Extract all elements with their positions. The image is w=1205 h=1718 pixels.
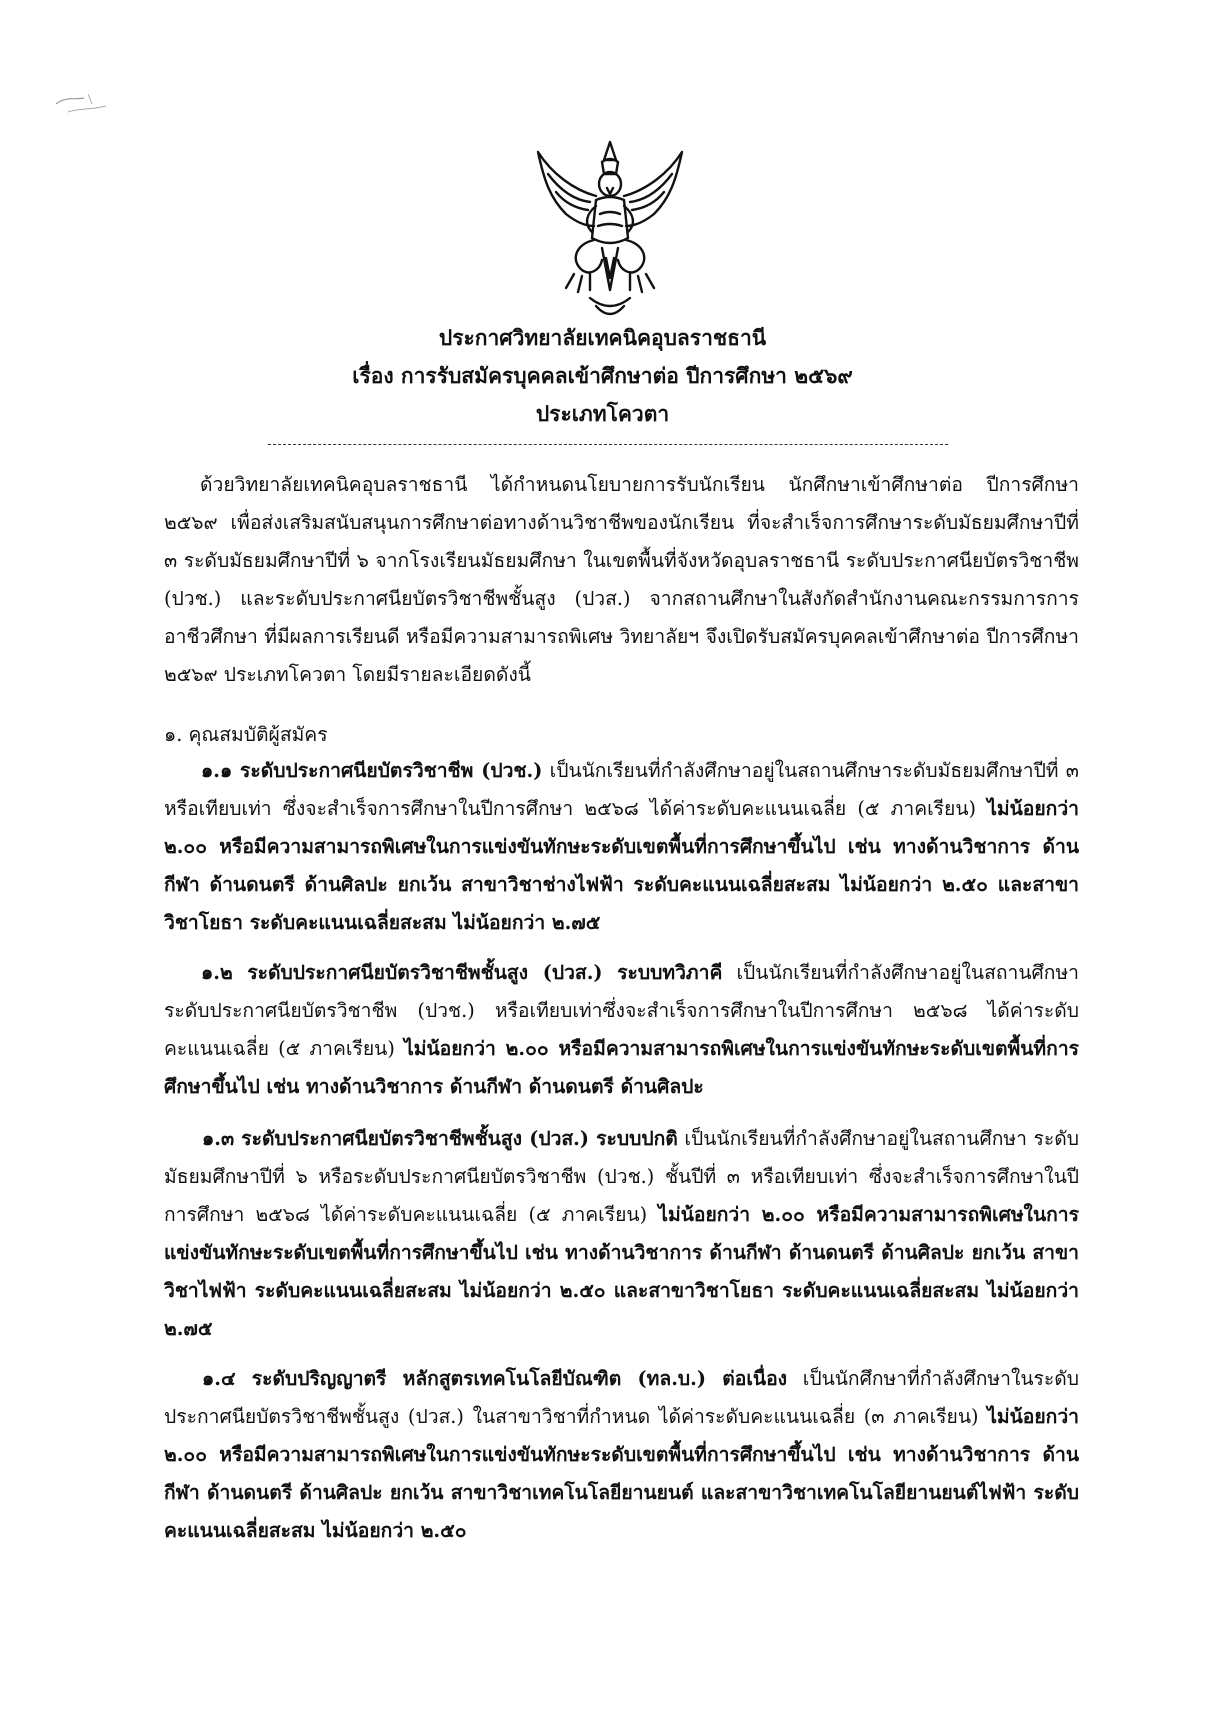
qualification-1-4 <box>164 1360 1079 1550</box>
qualification-1-3 <box>164 1120 1079 1347</box>
divider-line <box>268 444 948 445</box>
qualification-1-3-bold: ไม่น้อยกว่า ๒.๐๐ หรือมีความสามารถพิเศษในการแข่งขันทักษะระดับเขตพื้นที่การศึกษาขึ้นไป เช่น ทางด้านวิชาการ ด้านกีฬา ด้านดนตรี ด้านศิลปะ ยกเว้น สาขาวิชาไฟฟ้า ระดับคะแนนเฉลี่ยสะสม ไม่น้อยกว่า ๒.๕๐ และสาขาวิชาโยธา ระดับคะแนนเฉลี่ยสะสม ไม่น้อยกว่า ๒.๗๕ <box>164 1202 1079 1340</box>
announcement-subject: เรื่อง การรับสมัครบุคคลเข้าศึกษาต่อ ปีการศึกษา ๒๕๖๙ <box>352 363 853 388</box>
qualification-1-1 <box>164 752 1079 942</box>
qualification-1-4-head: ๑.๔ ระดับปริญญาตรี หลักสูตรเทคโนโลยีบัณฑิต (ทล.บ.) ต่อเนื่อง <box>202 1367 788 1390</box>
qualification-1-4-bold: ไม่น้อยกว่า ๒.๐๐ หรือมีความสามารถพิเศษในการแข่งขันทักษะระดับเขตพื้นที่การศึกษาขึ้นไป เช่น ทางด้านวิชาการ ด้านกีฬา ด้านดนตรี ด้านศิลปะ ยกเว้น สาขาวิชาเทคโนโลยียานยนต์ และสาขาวิชาเทคโนโลยียานยนต์ไฟฟ้า ระดับคะแนนเฉลี่ยสะสม ไม่น้อยกว่า ๒.๕๐ <box>164 1404 1079 1542</box>
announcement-type: ประเภทโควตา <box>535 401 670 426</box>
garuda-emblem-icon <box>530 138 690 326</box>
qualification-1-3-head: ๑.๓ ระดับประกาศนียบัตรวิชาชีพชั้นสูง (ปวส.) ระบบปกติ <box>202 1127 678 1150</box>
handwritten-mark <box>48 82 118 122</box>
qualification-1-1-body: เป็นนักเรียนที่กำลังศึกษาอยู่ในสถานศึกษาระดับมัธยมศึกษาปีที่ ๓ หรือเทียบเท่า ซึ่งจะสำเร็จการศึกษาในปีการศึกษา ๒๕๖๘ ได้ค่าระดับคะแนนเฉลี่ย (๕ ภาคเรียน) <box>164 759 1079 820</box>
qualification-1-3-body: เป็นนักเรียนที่กำลังศึกษาอยู่ในสถานศึกษา ระดับมัธยมศึกษาปีที่ ๖ หรือระดับประกาศนียบัตรวิชาชีพ (ปวช.) ชั้นปีที่ ๓ หรือเทียบเท่า ซึ่งจะสำเร็จการศึกษาในปีการศึกษา ๒๕๖๘ ได้ค่าระดับคะแนนเฉลี่ย (๕ ภาคเรียน) <box>164 1127 1079 1226</box>
section-heading: ๑. คุณสมบัติผู้สมัคร <box>164 723 328 746</box>
qualification-1-4-body: เป็นนักศึกษาที่กำลังศึกษาในระดับประกาศนียบัตรวิชาชีพชั้นสูง (ปวส.) ในสาขาวิชาที่กำหนด ได้ค่าระดับคะแนนเฉลี่ย (๓ ภาคเรียน) <box>164 1367 1080 1428</box>
qualification-1-2 <box>164 954 1079 1106</box>
qualification-1-1-head: ๑.๑ ระดับประกาศนียบัตรวิชาชีพ (ปวช.) <box>201 759 543 782</box>
announcement-title: ประกาศวิทยาลัยเทคนิคอุบลราชธานี <box>438 325 767 350</box>
intro-paragraph: ด้วยวิทยาลัยเทคนิคอุบลราชธานี ได้กำหนดนโยบายการรับนักเรียน นักศึกษาเข้าศึกษาต่อ ปีการศึกษา ๒๕๖๙ เพื่อส่งเสริมสนับสนุนการศึกษาต่อทางด้านวิชาชีพของนักเรียน ที่จะสำเร็จการศึกษาระดับมัธยมศึกษาปีที่ ๓ ระดับมัธยมศึกษาปีที่ ๖ จากโรงเรียนมัธยมศึกษา ในเขตพื้นที่จังหวัดอุบลราชธานี ระดับประกาศนียบัตรวิชาชีพ (ปวช.) และระดับประกาศนียบัตรวิชาชีพชั้นสูง (ปวส.) จากสถานศึกษาในสังกัดสำนักงานคณะกรรมการการอาชีวศึกษา ที่มีผลการเรียนดี หรือมีความสามารถพิเศษ วิทยาลัยฯ จึงเปิดรับสมัครบุคคลเข้าศึกษาต่อ ปีการศึกษา ๒๕๖๙ ประเภทโควตา โดยมีรายละเอียดดังนี้ <box>164 473 1079 686</box>
qualification-1-2-head: ๑.๒ ระดับประกาศนียบัตรวิชาชีพชั้นสูง (ปวส.) ระบบทวิภาคี <box>201 961 723 984</box>
qualification-1-2-bold: ไม่น้อยกว่า ๒.๐๐ หรือมีความสามารถพิเศษในการแข่งขันทักษะระดับเขตพื้นที่การศึกษาขึ้นไป เช่น ทางด้านวิชาการ ด้านกีฬา ด้านดนตรี ด้านศิลปะ <box>164 1036 1079 1098</box>
qualification-1-1-bold: ไม่น้อยกว่า ๒.๐๐ หรือมีความสามารถพิเศษในการแข่งขันทักษะระดับเขตพื้นที่การศึกษาขึ้นไป เช่น ทางด้านวิชาการ ด้านกีฬา ด้านดนตรี ด้านศิลปะ ยกเว้น สาขาวิชาช่างไฟฟ้า ระดับคะแนนเฉลี่ยสะสม ไม่น้อยกว่า ๒.๕๐ และสาขาวิชาโยธา ระดับคะแนนเฉลี่ยสะสม ไม่น้อยกว่า ๒.๗๕ <box>164 796 1079 934</box>
qualification-1-2-body: เป็นนักเรียนที่กำลังศึกษาอยู่ในสถานศึกษา ระดับประกาศนียบัตรวิชาชีพ (ปวช.) หรือเทียบเท่าซึ่งจะสำเร็จการศึกษาในปีการศึกษา ๒๕๖๘ ได้ค่าระดับคะแนนเฉลี่ย (๕ ภาคเรียน) <box>164 961 1079 1060</box>
